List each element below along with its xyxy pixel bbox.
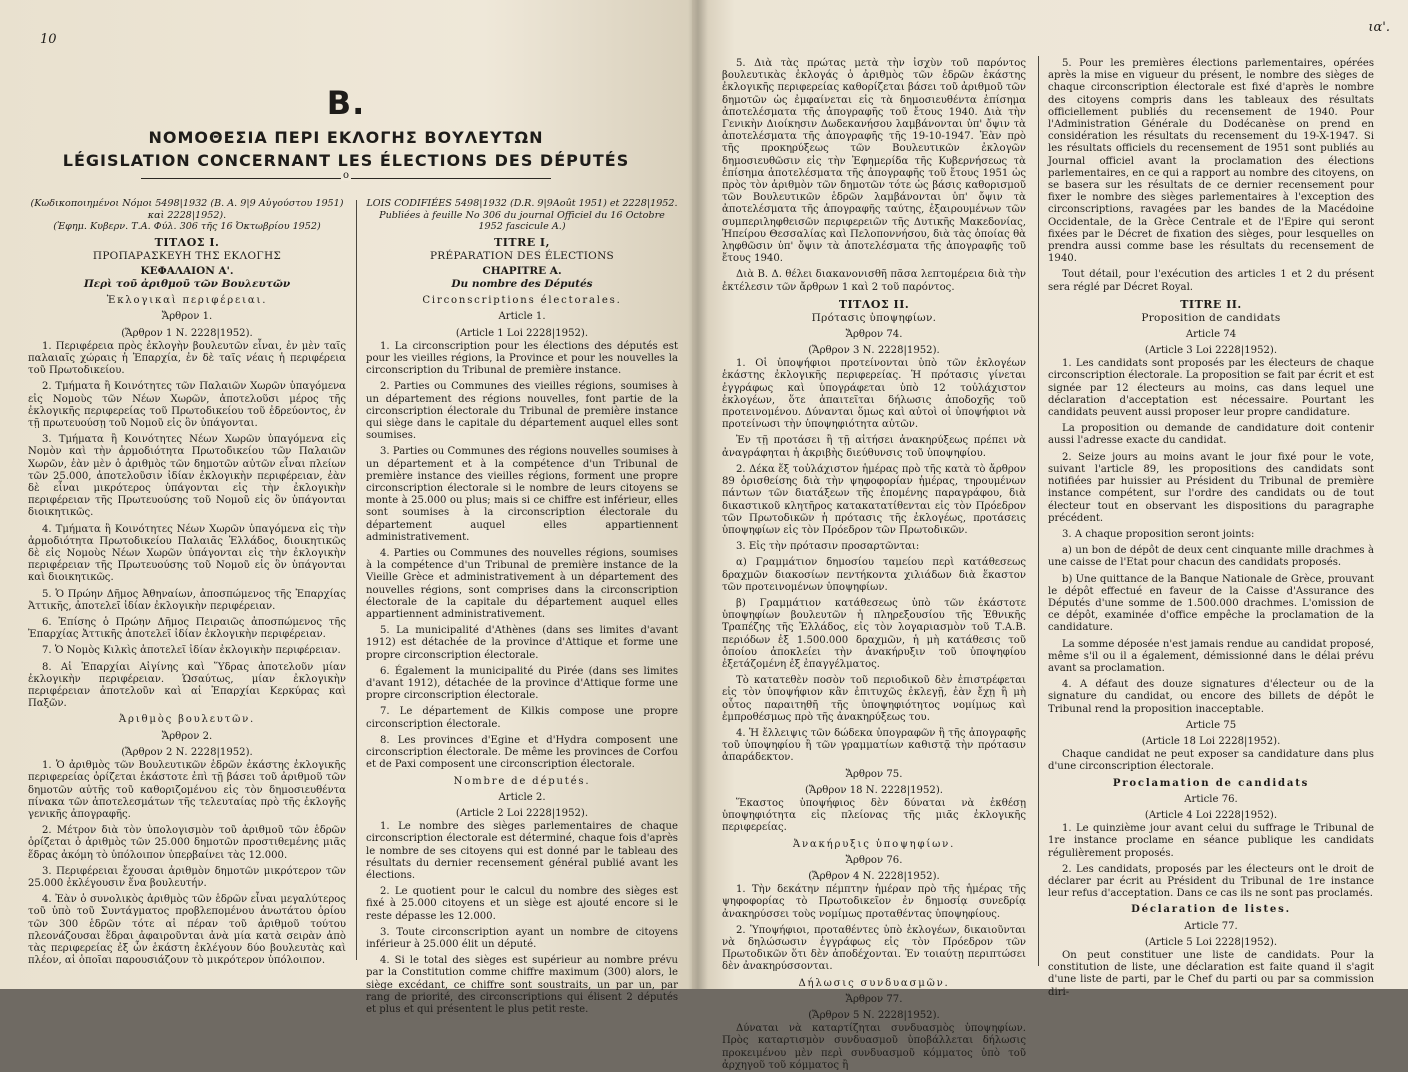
paragraph: Ἕκαστος ὑποψήφιος δὲν δύναται νὰ ἐκθέσῃ ὑποψηφιότητα εἰς πλείονας τῆς μιᾶς ἐκλογικῆς περιφερείας.	[722, 797, 1026, 834]
paragraph: 1. Τὴν δεκάτην πέμπτην ἡμέραν πρὸ τῆς ἡμέρας τῆς ψηφοφορίας τὸ Πρωτοδικεῖον ἐν δημοσίᾳ συνεδρίᾳ ἀνακηρύσσει τοὺς νομίμως προταθέντας ὑποψηφίους.	[722, 884, 1026, 920]
paragraph: α) Γραμμάτιον δημοσίου ταμείου περὶ κατάθεσεως δραχμῶν διακοσίων πεντήκοντα χιλιάδων διὰ ἕκαστον τῶν προτεινομένων ὑποψηφίων.	[722, 557, 1026, 593]
paragraph: 1. Οἱ ὑποψήφιοι προτείνονται ὑπὸ τῶν ἐκλογέων ἑκάστης ἐκλογικῆς περιφερείας. Ἡ πρότασις γίνεται ἐγγράφως καὶ ὑπογράφεται ὑπὸ 12 τοὐλάχιστον ἐκλογέων, ὅτε ἀπαιτεῖται δήλωσις ἀποδοχῆς τοῦ προτεινομένου. Δύνανται ὅμως καὶ αὐτοὶ οἱ ὑποψήφιοι νὰ προτείνωσι τὴν ὑποψηφιότητα αὐτῶν.	[722, 358, 1026, 431]
article-heading: Article 2.	[498, 791, 546, 803]
paragraph: 5. Pour les premières élections parlementaires, opérées après la mise en vigueur du présent, le nombre des sièges de chaque circonscription électorale est fixé d'après le nombre des citoyens compris dans les tableaux des résultats officiellement publiés du recensement de 1940. Pour l'Administration Générale du Dodécanèse on prend en considération les résultats du recensement du 19-X-1947. Si les résultats officiels du recensement de 1951 sont publiés au Journal officiel avant la proclamation des élections parlementaires, en ce qui a rapport au nombre des citoyens, on se basera sur les résultats de ce dernier recensement pour fixer le nombre des sièges parlementaires à l'exception des circonscriptions, ravagées par les bandes de la Macédoine Occidentale, de la Grèce Centrale et de l'Epire qui seront fixées par le Décret de fixation des sièges, pour lesquelles on prendra aussi comme base les résultats du recensement de 1940.	[1048, 58, 1374, 265]
paragraph: 3. Toute circonscription ayant un nombre de citoyens inférieur à 25.000 élit un député.	[366, 926, 678, 950]
paragraph: Tout détail, pour l'exécution des articles 1 et 2 du présent sera réglé par Décret Royal.	[1048, 269, 1374, 293]
subhead-number-of-deputies: Ἀριθμὸς βουλευτῶν.	[118, 714, 256, 726]
page-number-left: 10	[40, 32, 57, 47]
paragraph: Ἐν τῇ προτάσει ἢ τῇ αἰτήσει ἀνακηρύξεως πρέπει νὰ ἀναγράφηται ἡ ἀκριβὴς διεύθυνσις τοῦ ὑποψηφίου.	[722, 435, 1026, 459]
chapter-heading: ΚΕΦΑΛΑΙΟΝ Α'.	[140, 264, 234, 277]
paragraph: 6. Ἐπίσης ὁ Πρώην Δῆμος Πειραιῶς ἀποσπώμενος τῆς Ἐπαρχίας Ἀττικῆς ἀποτελεῖ ἰδίαν ἐκλογικὴν περιφέρειαν.	[28, 617, 346, 641]
intro-note: LOIS CODIFIÉES 5498|1932 (D.R. 9|9Août 1951) et 2228|1952. Publiées à feuille No 306 du journal Officiel du 16 Octobre 1952 fascicule A.)	[366, 198, 678, 233]
title-subheading: ΠΡΟΠΑΡΑΣΚΕΥΗ ΤΗΣ ΕΚΛΟΓΗΣ	[92, 250, 282, 263]
paragraph: Δύναται νὰ καταρτίζηται συνδυασμὸς ὑποψηφίων. Πρὸς καταρτισμὸν συνδυασμοῦ ὑποβάλλεται δήλωσις προκειμένου μὲν περὶ συνδυασμοῦ κόμματος ὑπὸ τοῦ ἀρχηγοῦ τοῦ κόμματος ἢ	[722, 1023, 1026, 1071]
paragraph: On peut constituer une liste de candidats. Pour la constitution de liste, une déclaration est faite quand il s'agit d'une liste de parti, par le Chef du parti ou par sa commission diri-	[1048, 950, 1374, 998]
paragraph: Διὰ Β. Δ. θέλει διακανονισθῆ πᾶσα λεπτομέρεια διὰ τὴν ἐκτέλεσιν τῶν ἄρθρων 1 καὶ 2 τοῦ παρόντος.	[722, 269, 1026, 293]
paragraph: 2. Μέτρον διὰ τὸν ὑπολογισμὸν τοῦ ἀριθμοῦ τῶν ἑδρῶν ὁρίζεται ὁ ἀριθμὸς τῶν 25.000 δημοτῶν προστιθεμένης μιᾶς ἕδρας ἀκόμη τὸ ὑπόλοιπον ὑπερβαίνει τὰς 12.000.	[28, 825, 346, 861]
paragraph: 2. Le quotient pour le calcul du nombre des sièges est fixé à 25.000 citoyens et un siège est ajouté encore si le reste dépasse les 12.000.	[366, 886, 678, 922]
paragraph: 7. Le département de Kilkis compose une propre circonscription électorale.	[366, 706, 678, 730]
paragraph: 2. Les candidats, proposés par les électeurs ont le droit de déclarer par écrit au Président du Tribunal de 1re instance leur refus d'acceptation. Dans ce cas ils ne sont pas proclamés.	[1048, 863, 1374, 900]
intro-note-2: (Ἐφημ. Κυβερν. Τ.Α. Φύλ. 306 τῆς 16 Ὀκτωβρίου 1952)	[53, 221, 321, 233]
greek-column-right	[722, 58, 1026, 1071]
article-reference: (Article 1 Loi 2228|1952).	[455, 327, 589, 339]
paragraph: 4. Si le total des sièges est supérieur au nombre prévu par la Constitution comme chiffre maximum (300) alors, le siège excédant, ce chiffre sont soustraits, un par un, par rang de priorité, des circonscriptions qui élisent 2 députés et plus et qui présentent le plus petit reste.	[366, 955, 678, 1015]
paragraph: 4. A défaut des douze signatures d'électeur ou de la signature du candidat, ou encore des billets de dépôt le Tribunal rend la proposition inacceptable.	[1048, 679, 1374, 715]
subhead-proclamation: Ἀνακήρυξις ὑποψηφίων.	[792, 838, 956, 850]
article-reference: (Ἄρθρον 3 Ν. 2228|1952).	[808, 345, 940, 357]
chapter-heading: CHAPITRE A.	[482, 264, 562, 277]
article-reference: (Ἄρθρον 4 Ν. 2228|1952).	[808, 870, 940, 882]
paragraph: 5. La municipalité d'Athènes (dans ses limites d'avant 1912) est détachée de la province d'Attique et forme une propre circonscription électorale.	[366, 625, 678, 661]
column-divider	[356, 200, 357, 960]
paragraph: 4. Τμήματα ἢ Κοινότητες Νέων Χωρῶν ὑπαγόμενα εἰς τὴν ἁρμοδιότητα Πρωτοδικείου Παλαιᾶς Ἑλλάδος, διοικητικῶς δὲ εἰς Νομοὺς Νέων Χωρῶν ὑπάγονται εἰς τὴν ἐκλογικὴν περιφέρειαν τῆς Πρωτευούσης τοῦ Νομοῦ εἰς ὃν ὑπάγονται καὶ διοικητικῶς.	[28, 523, 346, 584]
paragraph: a) un bon de dépôt de deux cent cinquante mille drachmes à une caisse de l'Etat pour chacun des candidats proposés.	[1048, 545, 1374, 569]
subhead-list-declaration: Déclaration de listes.	[1131, 904, 1291, 916]
title-subheading: PRÉPARATION DES ÉLECTIONS	[429, 250, 615, 263]
title-subheading: Proposition de candidats	[1141, 312, 1281, 325]
paragraph: 7. Ὁ Νομὸς Κιλκὶς ἀποτελεῖ ἰδίαν ἐκλογικὴν περιφέρειαν.	[42, 645, 341, 657]
subhead-number-of-deputies: Nombre de députés.	[453, 775, 591, 787]
article-reference: (Article 18 Loi 2228|1952).	[1141, 735, 1281, 747]
french-column-left	[366, 198, 678, 1015]
article-reference: (Ἄρθρον 18 Ν. 2228|1952).	[805, 784, 943, 796]
greek-column-left	[28, 198, 346, 968]
article-reference: (Ἄρθρον 2 Ν. 2228|1952).	[121, 746, 253, 758]
page-number-right: ια'.	[1368, 20, 1390, 35]
subhead-proclamation: Proclamation de candidats	[1112, 777, 1310, 789]
paragraph: 3. Τμήματα ἢ Κοινότητες Νέων Χωρῶν ὑπαγόμενα εἰς Νομὸν καὶ τὴν ἁρμοδιότητα Πρωτοδικείου τῶν Παλαιῶν Χωρῶν, ἐὰν μὲν ὁ ἀριθμὸς τῶν δημοτῶν αὐτῶν εἶναι πλείων τῶν 25.000, ἀποτελοῦσιν ἰδίαν ἐκλογικὴν περιφέρειαν, ἐὰν δὲ εἶναι μικρότερος ὑπάγονται εἰς τὴν ἐκλογικὴν περιφέρειαν τῆς Πρωτευούσης τοῦ Νομοῦ εἰς ὃν ὑπάγονται διοικητικῶς.	[28, 434, 346, 519]
article-reference: (Article 3 Loi 2228|1952).	[1144, 345, 1278, 357]
paragraph: La somme déposée n'est jamais rendue au candidat proposé, même s'il ou il a également, démissionné dans le délai prévu avant sa proclamation.	[1048, 638, 1374, 674]
paragraph: 3. A chaque proposition seront joints:	[1062, 528, 1255, 540]
right-page	[692, 0, 1408, 1071]
paragraph: 5. Ὁ Πρώην Δῆμος Ἀθηναίων, ἀποσπώμενος τῆς Ἐπαρχίας Ἀττικῆς, ἀποτελεῖ ἰδίαν ἐκλογικὴν περιφέρειαν.	[28, 588, 346, 612]
book-gutter	[688, 0, 708, 989]
paragraph: 4. Ἡ ἔλλειψις τῶν δώδεκα ὑπογραφῶν ἢ τῆς ἀπογραφῆς τοῦ ὑποψηφίου ἢ τῶν γραμματίων καθιστᾷ τὴν πρότασιν ἀπαράδεκτον.	[722, 727, 1026, 764]
subhead-list-declaration: Δήλωσις συνδυασμῶν.	[798, 977, 950, 989]
paragraph: La proposition ou demande de candidature doit contenir aussi l'adresse exacte du candidat.	[1048, 423, 1374, 447]
paragraph: 3. Περιφέρειαι ἔχουσαι ἀριθμὸν δημοτῶν μικρότερον τῶν 25.000 ἐκλέγουσιν ἕνα βουλευτήν.	[28, 865, 346, 889]
paragraph: 1. Le quinzième jour avant celui du suffrage le Tribunal de 1re instance proclame en séance publique les candidats régulièrement proposés.	[1048, 823, 1374, 859]
left-page	[0, 0, 692, 1015]
subhead-electoral-districts: Ἐκλογικαὶ περιφέρειαι.	[106, 295, 268, 307]
title-heading: TITRE I,	[494, 235, 550, 249]
paragraph: 1. Les candidats sont proposés par les électeurs de chaque circonscription électorale. La proposition se fait par écrit et est signée par 12 électeurs au moins, cas dans lequel une déclaration d'acceptation est nécessaire. Pourtant les candidats peuvent aussi proposer leur propre candidature.	[1048, 358, 1374, 419]
article-heading: Ἄρθρον 2.	[161, 730, 213, 742]
article-reference: (Article 4 Loi 2228|1952).	[1144, 809, 1278, 821]
paragraph: 5. Διὰ τὰς πρώτας μετὰ τὴν ἰσχὺν τοῦ παρόντος βουλευτικὰς ἐκλογάς ὁ ἀριθμὸς τῶν ἑδρῶν ἑκάστης ἐκλογικῆς περιφερείας καθορίζεται βάσει τοῦ ἀριθμοῦ τῶν δημοτῶν ὡς ἐμφαίνεται εἰς τὰ δημοσιευθέντα ἐπίσημα ἀποτελέσματα τῆς ἀπογραφῆς τοῦ ἔτους 1940. Διὰ τὴν Γενικὴν Διοίκησιν Δωδεκανήσου λαμβάνονται ὑπ' ὄψιν τὰ ἀποτελέσματα τῆς ἀπογραφῆς τῆς 19-10-1947. Ἐὰν πρὸ τῆς προκηρύξεως τῶν Βουλευτικῶν ἐκλογῶν δημοσιευθῶσιν εἰς τὴν Ἐφημερίδα τῆς Κυβερνήσεως τὰ ἐπίσημα ἀποτελέσματα τῆς ἀπογραφῆς τοῦ ἔτους 1951 ὡς πρὸς τὸν ἀριθμὸν τῶν δημοτῶν τότε ὡς βάσις καθορισμοῦ τῶν Βουλευτικῶν ἑδρῶν λαμβάνονται ὑπ' ὄψιν τὰ ἀποτελέσματα τῆς ἀπογραφῆς ταύτης, ἐξαιρουμένων τῶν συμπεριληφθεισῶν περιφερειῶν τῆς Δυτικῆς Μακεδονίας, Ἠπείρου Θεσσαλίας καὶ Πελοποννήσου, διὰ τὰς ὁποίας θὰ ληφθῶσιν ὑπ' ὄψιν τὰ ἀποτελέσματα τῆς ἀπογραφῆς τοῦ ἔτους 1940.	[722, 58, 1026, 265]
article-heading: Article 77.	[1184, 920, 1238, 932]
article-heading: Ἄρθρον 74.	[845, 328, 903, 340]
chapter-subheading: Περὶ τοῦ ἀριθμοῦ τῶν Βουλευτῶν	[83, 278, 291, 291]
title-french: LÉGISLATION CONCERNANT LES ÉLECTIONS DES DÉPUTÉS	[62, 151, 630, 170]
title-subheading: Πρότασις ὑποψηφίων.	[811, 312, 937, 325]
intro-note: (Κωδικοποιημένοι Νόμοι 5498|1932 (Β. Α. 9|9 Αὐγούστου 1951) καὶ 2228|1952).	[30, 198, 344, 221]
paragraph: β) Γραμμάτιον κατάθεσεως ὑπὸ τῶν ἑκάστοτε ὑποψηφίων βουλευτῶν ἡ πληρεξουσίου τῆς Ἐθνικῆς Τραπέζης τῆς Ἑλλάδος, εἰς τὸν λογαριασμὸν τοῦ Τ.Α.Β. περιόδων ἐξ 1.500.000 δραχμῶν, ἡ μὴ κατάθεσις τοῦ ὁποίου ἀποκλείει τὴν ἀνακήρυξιν τοῦ ὑποψηφίου ἐξετάζομένη ἐξ ἐπαγγέλματος.	[722, 597, 1026, 670]
paragraph: 2. Seize jours au moins avant le jour fixé pour le vote, suivant l'article 89, les propositions des candidats sont notifiées par huissier au Président du Tribunal de première instance compétent, sur l'ordre des candidats ou de tout électeur tout en observant les dispositions du paragraphe précédent.	[1048, 451, 1374, 524]
chapter-subheading: Du nombre des Députés	[451, 278, 593, 291]
french-column-right	[1048, 58, 1374, 998]
paragraph: 1. Ὁ ἀριθμὸς τῶν Βουλευτικῶν ἑδρῶν ἑκάστης ἐκλογικῆς περιφερείας ὁρίζεται ἑκάστοτε ἐπὶ τῇ βάσει τοῦ ἀριθμοῦ τῶν δημοτῶν αὐτῆς τοῦ καθοριζομένου εἰς τὸν δημοσιευθέντα πίνακα τῶν ἀποτελεσμάτων τῆς τελευταίας πρὸ τῆς ἐκλογῆς γενικῆς ἀπογραφῆς.	[28, 760, 346, 820]
title-greek: ΝΟΜΟΘΕΣΙΑ ΠΕΡΙ ΕΚΛΟΓΗΣ ΒΟΥΛΕΥΤΩΝ	[148, 128, 544, 147]
paragraph: 2. Δέκα ἕξ τοὐλάχιστον ἡμέρας πρὸ τῆς κατὰ τὸ ἄρθρον 89 ὁρισθείσης διὰ τὴν ψηφοφορίαν ἡμέρας, τηρουμένων πάντων τῶν διατάξεων τῆς ἐπομένης παραγράφου, διὰ δικαστικοῦ κλητῆρος κατακατατίθενται εἰς τὸν Πρόεδρον τῶν Πρωτοδικῶν ἡ πρότασις τῆς ἐκλογέως, προτάσεις ὑποψηφίων εἰς τὸν Πρόεδρον τῶν Πρωτοδικῶν.	[722, 463, 1026, 536]
paragraph: 8. Les provinces d'Egine et d'Hydra composent une circonscription électorale. De même les provinces de Corfou et de Paxi composent une circonscription électorale.	[366, 734, 678, 771]
paragraph: 1. Le nombre des sièges parlementaires de chaque circonscription électorale est déterminé, chaque fois d'après le nombre de ses citoyens qui est donné par le tableau des résultats du dernier recensement général publié avant les élections.	[366, 821, 678, 881]
paragraph: 2. Ὑποψήφιοι, προταθέντες ὑπὸ ἐκλογέων, δικαιοῦνται νὰ δηλώσωσιν ἐγγράφως εἰς τὸν Πρόεδρον τῶν Πρωτοδικῶν ὅτι δὲν ἀποδέχονται. Ἐν τοιαύτῃ περιπτώσει δὲν ἀνακηρύσσονται.	[722, 924, 1026, 973]
article-reference: (Article 5 Loi 2228|1952).	[1144, 936, 1278, 948]
title-heading: TITRE II.	[1180, 297, 1242, 311]
paragraph: 8. Αἱ Ἐπαρχίαι Αἰγίνης καὶ Ὕδρας ἀποτελοῦν μίαν ἐκλογικὴν περιφέρειαν. Ὡσαύτως, μίαν ἐκλογικὴν περιφέρειαν ἀποτελοῦν καὶ αἱ Ἐπαρχίαι Κερκύρας καὶ Παξῶν.	[28, 661, 346, 710]
paragraph: 2. Τμήματα ἢ Κοινότητες τῶν Παλαιῶν Χωρῶν ὑπαγόμενα εἰς Νομοὺς τῶν Νέων Χωρῶν, ἀποτελοῦσι μέρος τῆς ἐκλογικῆς περιφερείας τοῦ Πρωτοδικείου τοῦ ἐδρεύοντος, ἐν τῇ πρωτευούσῃ τοῦ Νομοῦ εἰς ὃν ὑπάγονται.	[28, 381, 346, 430]
paragraph: 3. Parties ou Communes des régions nouvelles soumises à un département et à la compétence d'un Tribunal de première instance des vieilles régions, forment une propre circonscription électorale si le nombre de leurs citoyens se monte à 25.000 ou plus; mais si ce chiffre est inférieur, elles sont soumises à la circonscription électorale du département auquel elles appartiennent administrativement.	[366, 446, 678, 543]
subhead-electoral-districts: Circonscriptions électorales.	[422, 295, 622, 307]
article-heading: Ἄρθρον 1.	[161, 311, 213, 323]
title-rule	[141, 178, 551, 179]
section-heading	[0, 84, 692, 179]
article-heading: Article 75	[1185, 719, 1237, 731]
article-heading: Article 76.	[1184, 793, 1238, 805]
paragraph: 6. Également la municipalité du Pirée (dans ses limites d'avant 1912), détachée de la province d'Attique forme une propre circonscription électorale.	[366, 665, 678, 702]
paragraph: 4. Ἐὰν ὁ συνολικὸς ἀριθμὸς τῶν ἑδρῶν εἶναι μεγαλύτερος τοῦ ὑπὸ τοῦ Συντάγματος προβλεπομένου ἀνωτάτου ὁρίου τῶν 300 ἑδρῶν τότε αἱ πέραν τοῦ ἀριθμοῦ τούτου πλεονάζουσαι ἕδραι ἀφαιροῦνται ἀνὰ μία κατὰ σειρὰν ἀπὸ τὰς περιφερείας ἐξ ὧν ἑκάστη ἐκλέγουν δύο βουλευτὰς καὶ πλέον, αἱ ὁποῖαι παρουσιάζουν τὸ μικρότερον ὑπόλοιπον.	[28, 894, 346, 967]
article-heading: Ἄρθρον 76.	[845, 854, 903, 866]
article-heading: Article 74	[1185, 328, 1237, 340]
paragraph: 1. La circonscription pour les élections des députés est pour les vieilles régions, la Province et pour les nouvelles la circonscription du Tribunal de première instance.	[366, 340, 678, 377]
paragraph: 2. Parties ou Communes des vieilles régions, soumises à un département des régions nouvelles, font partie de la circonscription électorale du Tribunal de première instance qui siège dans le capitale du département auquel elles sont soumises.	[366, 381, 678, 442]
column-divider	[1038, 56, 1039, 966]
paragraph: 3. Εἰς τὴν πρότασιν προσαρτῶνται:	[736, 541, 920, 553]
article-heading: Ἄρθρον 75.	[845, 768, 903, 780]
article-reference: (Article 2 Loi 2228|1952).	[455, 807, 589, 819]
section-letter: B.	[326, 84, 366, 122]
paragraph: b) Une quittance de la Banque Nationale de Grèce, prouvant le dépôt effectué en faveur de la Caisse d'Assurance des Députés d'une somme de 1.500.000 drachmes. L'omission de ce dépôt, examinée d'office empêche la proclamation de la candidature.	[1048, 573, 1374, 634]
paragraph: Chaque candidat ne peut exposer sa candidature dans plus d'une circonscription électorale.	[1048, 749, 1374, 773]
article-reference: (Ἄρθρον 5 Ν. 2228|1952).	[808, 1010, 940, 1022]
title-heading: ΤΙΤΛΟΣ ΙΙ.	[838, 297, 910, 311]
paragraph: Τὸ κατατεθὲν ποσὸν τοῦ περιοδικοῦ δὲν ἐπιστρέφεται εἰς τὸν ὑποψήφιον κἂν ἐπιτυχῶς ἐκλεγῇ, ἐὰν ἔχῃ ἢ μὴ οὗτος παραιτηθῆ τῆς ὑποψηφιότητος νομίμως καὶ ἐμπροθέσμως πρὸ τῆς ἀνακηρύξεως του.	[722, 675, 1026, 723]
article-heading: Ἄρθρον 77.	[845, 993, 903, 1005]
paragraph: 1. Περιφέρεια πρὸς ἐκλογὴν βουλευτῶν εἶναι, ἐν μὲν ταῖς παλαιαῖς χώραις ἡ Ἐπαρχία, ἐν δὲ ταῖς νέαις ἡ περιφέρεια τοῦ Πρωτοδικείου.	[28, 340, 346, 377]
paragraph: 4. Parties ou Communes des nouvelles régions, soumises à la compétence d'un Tribunal de première instance de la Vieille Grèce et administrativement à un département des nouvelles régions, sont comprises dans la circonscription électorale de la capitale du département auquel elles appartiennent administrativement.	[366, 548, 678, 621]
article-heading: Article 1.	[498, 311, 546, 323]
title-heading: ΤΙΤΛΟΣ Ι.	[154, 235, 220, 249]
article-reference: (Ἄρθρον 1 Ν. 2228|1952).	[121, 327, 253, 339]
